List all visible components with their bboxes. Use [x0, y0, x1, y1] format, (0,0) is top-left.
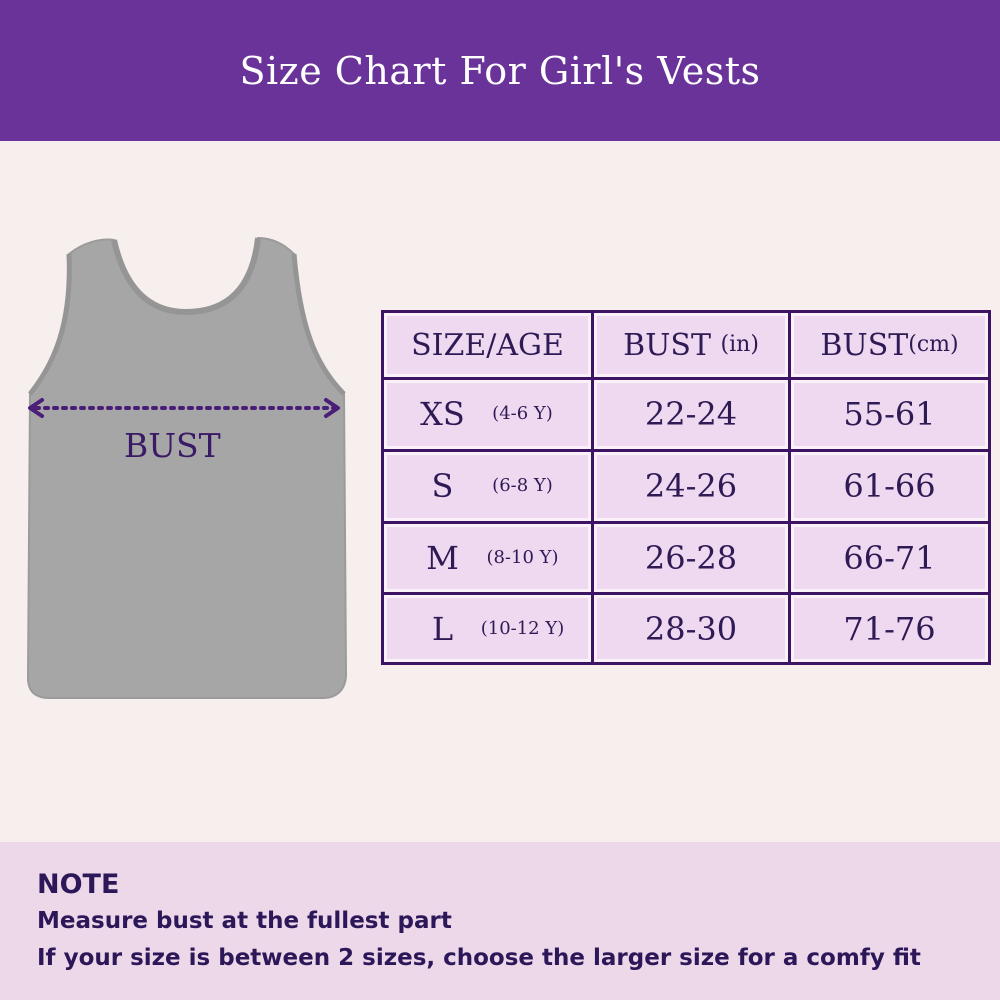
vest-body: [28, 238, 346, 698]
bust-in-cell: 22-24: [594, 380, 791, 452]
bust-in-cell: 24-26: [594, 452, 791, 524]
bust-cm-cell: 66-71: [791, 524, 988, 596]
header-unit: (in): [720, 331, 759, 357]
bust-label: BUST: [124, 426, 221, 465]
header-bust-cm: [791, 313, 988, 380]
size-letter: S: [431, 467, 454, 506]
size-age: (6-8 Y): [492, 475, 553, 497]
header-banner: [0, 0, 1000, 141]
header-label: SIZE/AGE: [411, 327, 564, 363]
note-section: [0, 842, 1000, 1000]
bust-in-cell: 28-30: [594, 595, 791, 662]
bust-in-cell: 26-28: [594, 524, 791, 596]
size-table-container: [381, 310, 985, 665]
size-letter: M: [426, 539, 459, 578]
bust-cm-cell: 61-66: [791, 452, 988, 524]
size-letter: L: [431, 609, 454, 648]
table-header-row: [384, 313, 988, 380]
bust-cm-cell: 71-76: [791, 595, 988, 662]
size-age: (10-12 Y): [480, 617, 565, 639]
bust-cm-cell: 55-61: [791, 380, 988, 452]
tank-top-illustration: [14, 234, 364, 704]
size-cell: [384, 595, 594, 662]
note-title: NOTE: [37, 869, 120, 900]
size-cell: [384, 524, 594, 596]
table-row: [384, 380, 988, 452]
header-label: BUST: [820, 327, 909, 363]
size-cell: [384, 380, 594, 452]
size-age: (8-10 Y): [486, 547, 559, 569]
table-row: [384, 595, 988, 662]
table-row: [384, 452, 988, 524]
tank-top-icon: [14, 234, 364, 704]
header-size-age: [384, 313, 594, 380]
header-bust-in: [594, 313, 791, 380]
note-line: If your size is between 2 sizes, choose the larger size for a comfy fit: [37, 945, 921, 971]
header-unit: (cm): [908, 331, 959, 357]
table-row: [384, 524, 988, 596]
size-cell: [384, 452, 594, 524]
size-letter: XS: [420, 395, 465, 434]
note-line: Measure bust at the fullest part: [37, 908, 452, 934]
size-age: (4-6 Y): [492, 403, 553, 425]
size-table: [381, 310, 991, 665]
page-title: Size Chart For Girl's Vests: [239, 48, 761, 93]
header-label: BUST: [623, 327, 711, 363]
